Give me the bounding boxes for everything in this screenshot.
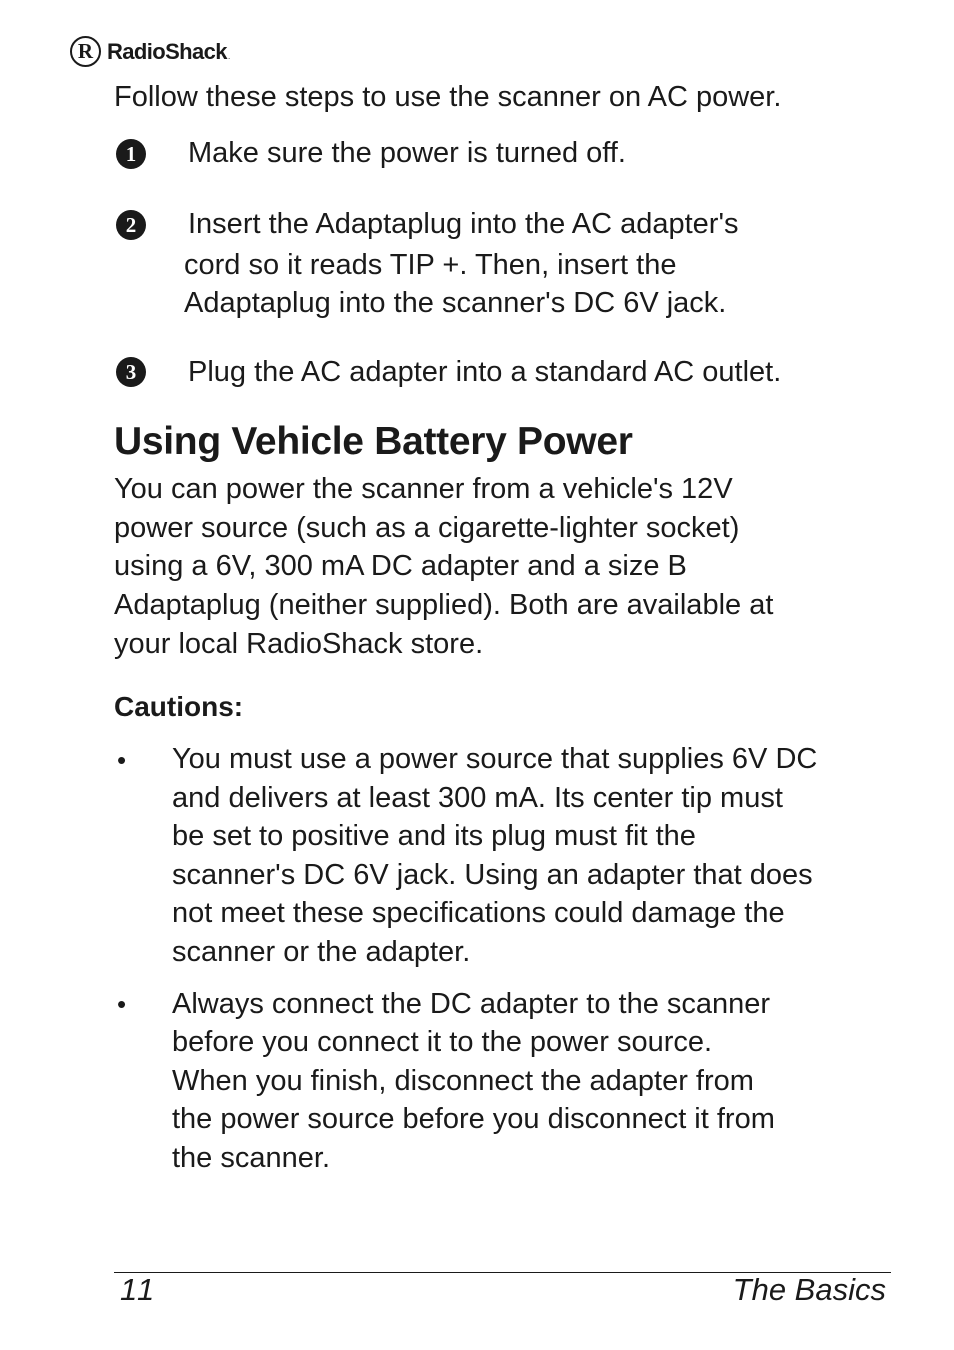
- step-3-number-icon: 3: [116, 357, 146, 387]
- bullet-1-line-2: and delivers at least 300 mA. Its center tip must: [172, 782, 783, 814]
- bullet-1-line-6: scanner or the adapter.: [172, 936, 471, 968]
- step-2-number-icon: 2: [116, 210, 146, 240]
- radioshack-logo: [70, 36, 230, 67]
- brand-dot: .: [227, 52, 231, 61]
- step-2-line-3: Adaptaplug into the scanner's DC 6V jack.: [184, 287, 727, 319]
- bullet-2-line-1: Always connect the DC adapter to the scanner: [172, 988, 771, 1020]
- bullet-1-line-3: be set to positive and its plug must fit the: [172, 820, 696, 852]
- registered-mark-icon: R: [70, 36, 101, 67]
- body-line-1: You can power the scanner from a vehicle's 12V: [114, 473, 733, 505]
- bullet-1-line-4: scanner's DC 6V jack. Using an adapter that does: [172, 859, 813, 891]
- bullet-1-symbol: •: [117, 745, 127, 775]
- body-line-5: your local RadioShack store.: [114, 628, 484, 660]
- bullet-2-line-5: the scanner.: [172, 1142, 330, 1174]
- bullet-2-line-2: before you connect it to the power source.: [172, 1026, 713, 1058]
- bullet-1-line-1: You must use a power source that supplies 6V DC: [172, 743, 818, 775]
- bullet-1-line-5: not meet these specifications could damage the: [172, 897, 785, 929]
- page-number: 11: [120, 1272, 157, 1307]
- bullet-2-line-4: the power source before you disconnect it from: [172, 1103, 775, 1135]
- body-line-2: power source (such as a cigarette-lighter socket): [114, 512, 740, 544]
- step-1-number-icon: 1: [116, 139, 146, 169]
- bullet-2-line-3: When you finish, disconnect the adapter from: [172, 1065, 754, 1097]
- section-title: Using Vehicle Battery Power: [114, 420, 633, 463]
- bullet-2-symbol: •: [117, 989, 127, 1019]
- body-line-4: Adaptaplug (neither supplied). Both are available at: [114, 589, 774, 621]
- step-3-text: Plug the AC adapter into a standard AC outlet.: [188, 356, 782, 388]
- cautions-label: Cautions:: [114, 691, 244, 722]
- body-line-3: using a 6V, 300 mA DC adapter and a size B: [114, 550, 687, 582]
- intro-text: Follow these steps to use the scanner on AC power.: [114, 81, 782, 113]
- footer-section-name: The Basics: [732, 1272, 886, 1307]
- step-1-text: Make sure the power is turned off.: [188, 137, 626, 169]
- step-2-line-1: Insert the Adaptaplug into the AC adapter's: [188, 208, 739, 240]
- brand-name: RadioShack: [107, 38, 227, 64]
- step-2-line-2: cord so it reads TIP +. Then, insert the: [184, 249, 677, 281]
